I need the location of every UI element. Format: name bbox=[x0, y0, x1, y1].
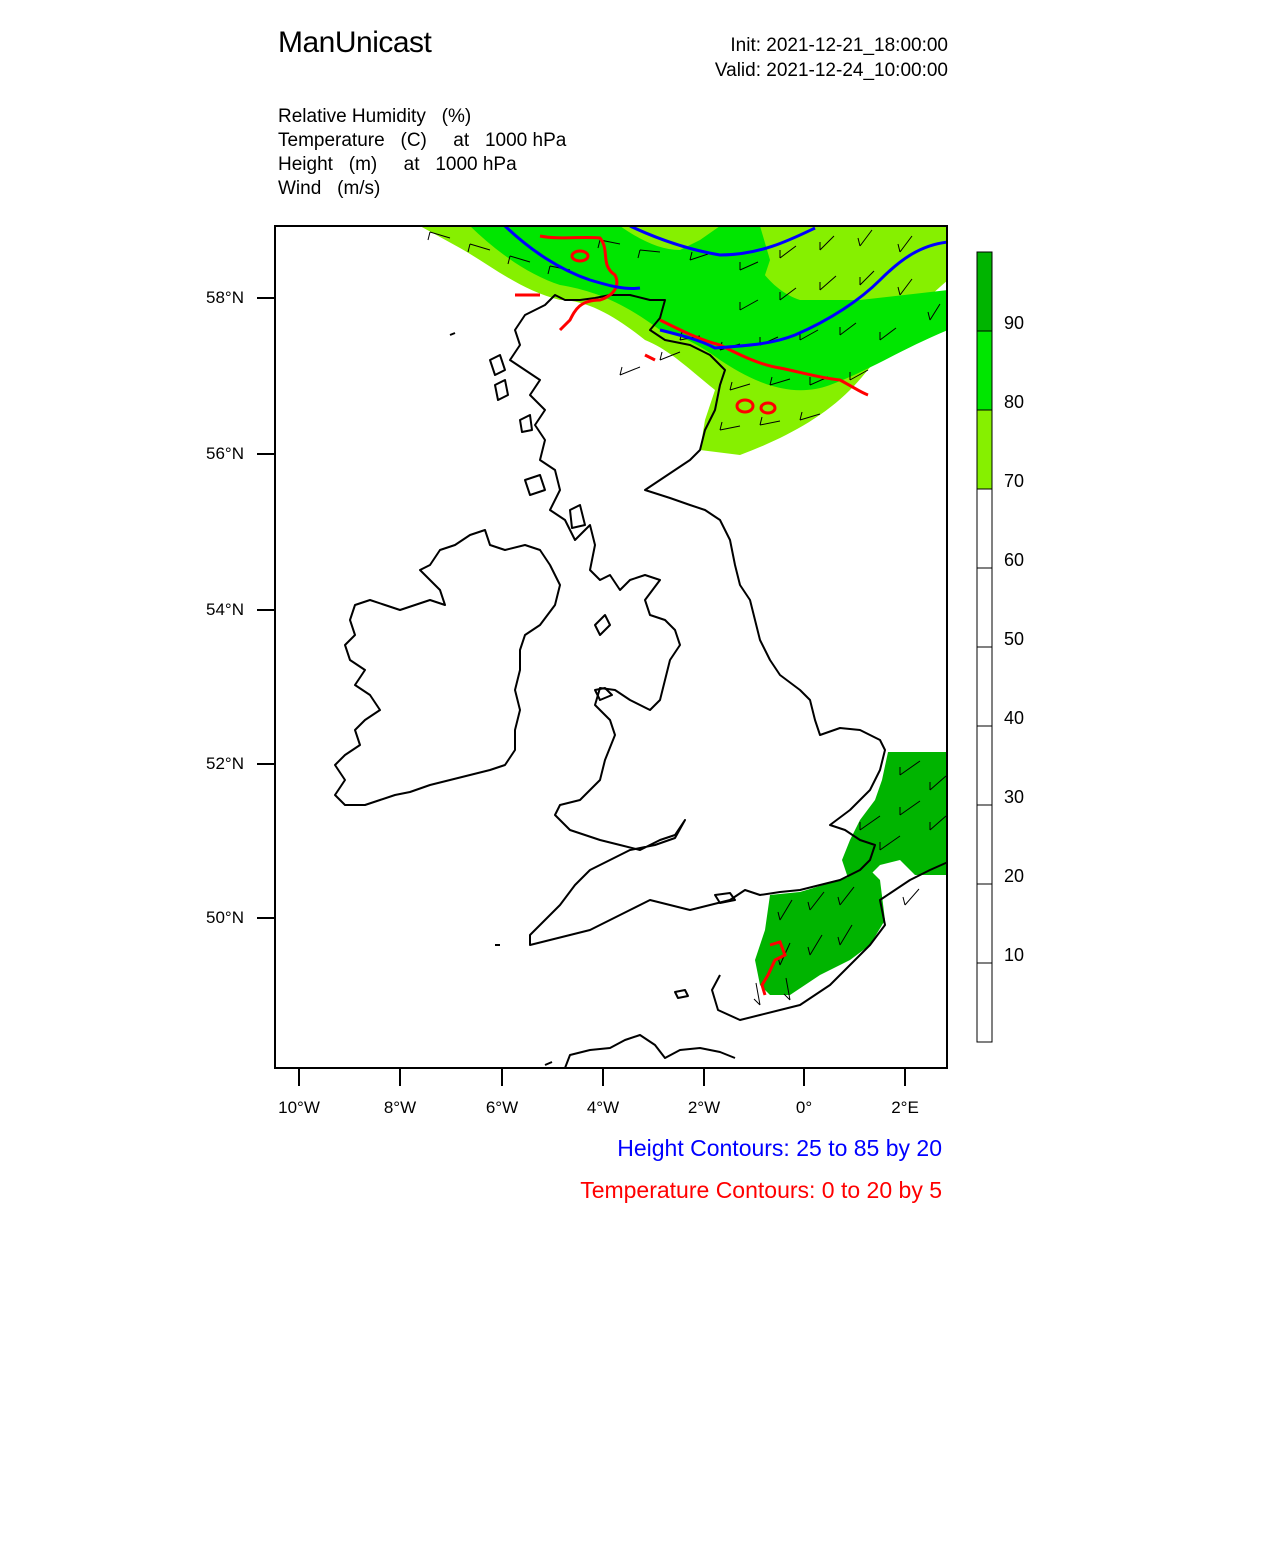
valid-time: Valid: 2021-12-24_10:00:00 bbox=[714, 60, 948, 81]
colorbar-label-90: 90 bbox=[1004, 313, 1025, 333]
lat-label-58n: 58°N bbox=[206, 288, 244, 307]
lon-label-4w: 4°W bbox=[586, 1098, 620, 1117]
lon-label-2e: 2°E bbox=[891, 1098, 919, 1117]
lon-ticks bbox=[299, 1068, 905, 1086]
map-layers bbox=[335, 226, 948, 1068]
temperature-contours-note: Temperature Contours: 0 to 20 by 5 bbox=[580, 1177, 942, 1203]
colorbar-label-70: 70 bbox=[1004, 471, 1025, 491]
colorbar bbox=[977, 252, 992, 1042]
colorbar-label-20: 20 bbox=[1004, 866, 1025, 886]
colorbar-label-80: 80 bbox=[1004, 392, 1025, 412]
ireland-coast bbox=[335, 530, 560, 805]
lon-label-10w: 10°W bbox=[278, 1098, 320, 1117]
lon-label-8w: 8°W bbox=[383, 1098, 417, 1117]
lon-label-2w: 2°W bbox=[687, 1098, 721, 1117]
lon-label-0: 0° bbox=[795, 1098, 813, 1117]
colorbar-label-60: 60 bbox=[1004, 550, 1025, 570]
lon-label-6w: 6°W bbox=[485, 1098, 519, 1117]
field-height-label: Height (m) at 1000 hPa bbox=[278, 154, 517, 175]
colorbar-label-50: 50 bbox=[1004, 629, 1025, 649]
colorbar-label-30: 30 bbox=[1004, 787, 1025, 807]
height-contours-note: Height Contours: 25 to 85 by 20 bbox=[617, 1135, 942, 1161]
field-humidity-label: Relative Humidity (%) bbox=[278, 106, 472, 127]
lat-label-52n: 52°N bbox=[206, 754, 244, 773]
colorbar-label-40: 40 bbox=[1004, 708, 1025, 728]
lat-ticks bbox=[257, 298, 275, 918]
init-time: Init: 2021-12-21_18:00:00 bbox=[730, 35, 948, 56]
field-wind-label: Wind (m/s) bbox=[278, 178, 381, 199]
field-temperature-label: Temperature (C) at 1000 hPa bbox=[278, 130, 567, 151]
lat-label-50n: 50°N bbox=[206, 908, 244, 927]
app-title: ManUnicast bbox=[278, 26, 432, 59]
lat-label-54n: 54°N bbox=[206, 600, 244, 619]
colorbar-label-10: 10 bbox=[1004, 945, 1025, 965]
humidity-shading bbox=[420, 226, 948, 995]
lat-label-56n: 56°N bbox=[206, 444, 244, 463]
